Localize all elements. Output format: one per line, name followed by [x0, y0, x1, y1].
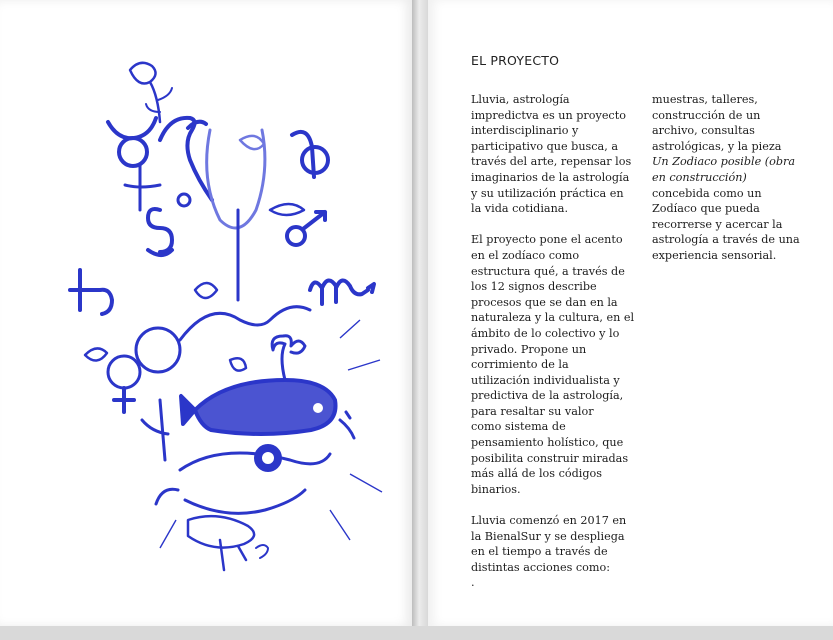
text-line: estructura qué, a través de [471, 264, 625, 278]
text-line: procesos que se dan en la [471, 295, 618, 309]
text-line: participativo que busca, a [471, 139, 618, 153]
text-line: la vida cotidiana. [471, 202, 569, 216]
text-line: . [471, 576, 475, 590]
text-line: más allá de los códigos [471, 467, 602, 481]
text-column-left [471, 92, 636, 607]
book-gutter [412, 0, 428, 640]
paragraph-history [471, 513, 636, 591]
text-line: concebida como un [652, 186, 762, 200]
text-line: interdisciplinario y [471, 124, 579, 138]
text-line: El proyecto pone el acento [471, 233, 623, 247]
text-line: recorrerse y acercar la [652, 217, 783, 231]
taurus-symbol-icon [108, 118, 156, 166]
paragraph-zodiac [471, 232, 636, 497]
text-line: como sistema de [471, 420, 566, 434]
text-line: naturaleza y la cultura, en el [471, 311, 635, 325]
left-page [0, 0, 412, 626]
text-line: Zodíaco que pueda [652, 202, 760, 216]
text-line: impredictva es un proyecto [471, 108, 626, 122]
text-line: imaginarios de la astrología [471, 170, 630, 184]
section-heading: EL PROYECTO [471, 53, 560, 68]
page-bottom-edge [0, 626, 833, 640]
flower-icon [130, 63, 172, 122]
paragraph-intro [471, 92, 636, 217]
text-line: predictiva de la astrología, [471, 389, 624, 403]
text-line: Lluvia, astrología [471, 93, 570, 106]
text-line: distintas acciones como: [471, 560, 610, 574]
text-line: para resaltar su valor [471, 404, 594, 418]
text-line: astrológicas, y la pieza [652, 139, 782, 153]
text-line: utilización individualista y [471, 373, 620, 387]
text-line: en el tiempo a través de [471, 545, 608, 559]
text-line: y su utilización práctica en [471, 186, 624, 200]
text-line: archivo, consultas [652, 124, 755, 138]
text-line: privado. Propone un [471, 342, 587, 356]
text-line: muestras, talleres, [652, 93, 758, 106]
paragraph-actions [652, 92, 804, 264]
artwork-title-line: Un Zodiaco posible (obra [652, 155, 796, 169]
text-line: construcción de un [652, 108, 761, 122]
text-line: Lluvia comenzó en 2017 en [471, 514, 627, 528]
text-line: los 12 signos describe [471, 280, 597, 294]
text-line: través del arte, repensar los [471, 155, 632, 169]
zodiac-watercolor-illustration [60, 50, 400, 590]
text-line: astrología a través de una [652, 233, 800, 247]
text-line: ámbito de lo colectivo y lo [471, 326, 620, 340]
text-line: posibilita construir miradas [471, 451, 629, 465]
text-column-right [652, 92, 804, 279]
text-line: en el zodíaco como [471, 248, 580, 262]
text-line: corrimiento de la [471, 358, 569, 372]
text-line: la BienalSur y se despliega [471, 529, 625, 543]
text-line: binarios. [471, 482, 521, 496]
artwork-title-line: en construcción) [652, 170, 747, 184]
text-line: experiencia sensorial. [652, 248, 777, 262]
text-line: pensamiento holístico, que [471, 436, 624, 450]
